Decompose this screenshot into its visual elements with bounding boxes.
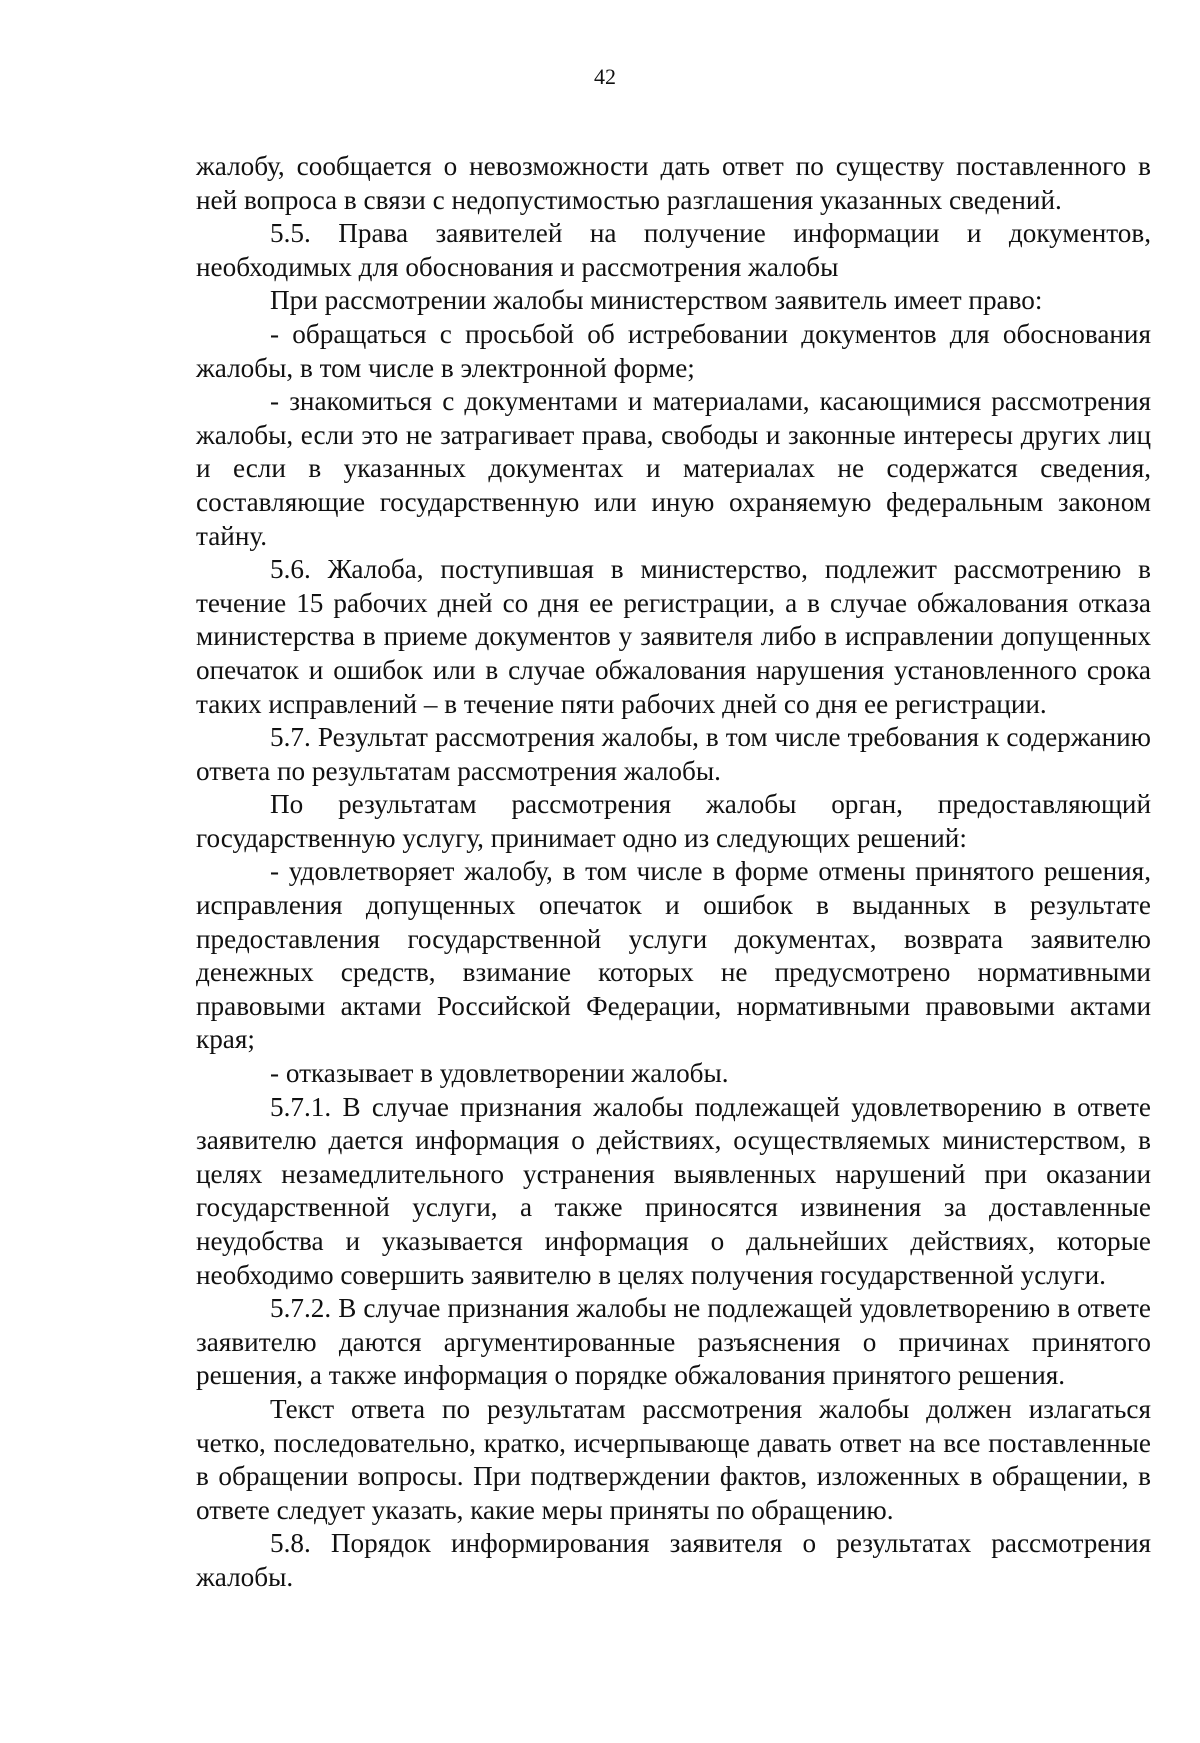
paragraph-right-review-materials: - знакомиться с документами и материалами, касающимися рассмотрения жалобы, если это не затрагивает права, свободы и законные интересы других лиц и если в указанных документах и материалах не содержатся сведения, составляющие государственную или иную охраняемую федеральным законом тайну. xyxy=(196,386,1151,551)
paragraph-5-7-heading: 5.7. Результат рассмотрения жалобы, в том числе требования к содержанию ответа по результатам рассмотрения жалобы. xyxy=(196,722,1151,786)
paragraph-continuation: жалобу, сообщается о невозможности дать ответ по существу поставленного в ней вопроса в связи с недопустимостью разглашения указанных сведений. xyxy=(196,151,1151,215)
page-number: 42 xyxy=(594,64,616,89)
paragraph-5-7-2: 5.7.2. В случае признания жалобы не подлежащей удовлетворению в ответе заявителю даются аргументированные разъяснения о причинах принятого решения, а также информация о порядке обжалования принятого решения. xyxy=(196,1293,1151,1391)
paragraph-rights-intro: При рассмотрении жалобы министерством заявитель имеет право: xyxy=(270,285,1043,316)
paragraph-5-5-heading: 5.5. Права заявителей на получение информации и документов, необходимых для обоснования и рассмотрения жалобы xyxy=(196,218,1151,282)
paragraph-5-7-1: 5.7.1. В случае признания жалобы подлежащей удовлетворению в ответе заявителю дается информация о действиях, осуществляемых министерством, в целях незамедлительного устранения выявленных нарушений при оказании государственной услуги, а также приносятся извинения за доставленные неудобства и указывается информация о дальнейших действиях, которые необходимо совершить заявителю в целях получения государственной услуги. xyxy=(196,1091,1151,1290)
paragraph-response-text: Текст ответа по результатам рассмотрения жалобы должен излагаться четко, последовательно, кратко, исчерпывающе давать ответ на все поставленные в обращении вопросы. При подтверждении фактов, изложенных в обращении, в ответе следует указать, какие меры приняты по обращению. xyxy=(196,1393,1151,1525)
document-body xyxy=(196,150,1151,1595)
paragraph-decision-refuse: - отказывает в удовлетворении жалобы. xyxy=(270,1058,729,1089)
paragraph-decision-satisfy: - удовлетворяет жалобу, в том числе в форме отмены принятого решения, исправления допущенных опечаток и ошибок в выданных в результате предоставления государственной услуги документах, возврата заявителю денежных средств, взимание которых не предусмотрено нормативными правовыми актами Российской Федерации, нормативными правовыми актами края; xyxy=(196,856,1151,1055)
paragraph-decisions-intro: По результатам рассмотрения жалобы орган, предоставляющий государственную услугу, принимает одно из следующих решений: xyxy=(196,789,1151,853)
paragraph-5-6: 5.6. Жалоба, поступившая в министерство, подлежит рассмотрению в течение 15 рабочих дней со дня ее регистрации, а в случае обжалования отказа министерства в приеме документов у заявителя либо в исправлении допущенных опечаток и ошибок или в случае обжалования нарушения установленного срока таких исправлений – в течение пяти рабочих дней со дня ее регистрации. xyxy=(196,554,1151,719)
paragraph-right-request-documents: - обращаться с просьбой об истребовании документов для обоснования жалобы, в том числе в электронной форме; xyxy=(196,318,1151,383)
paragraph-5-8-heading: 5.8. Порядок информирования заявителя о результатах рассмотрения жалобы. xyxy=(196,1528,1151,1592)
